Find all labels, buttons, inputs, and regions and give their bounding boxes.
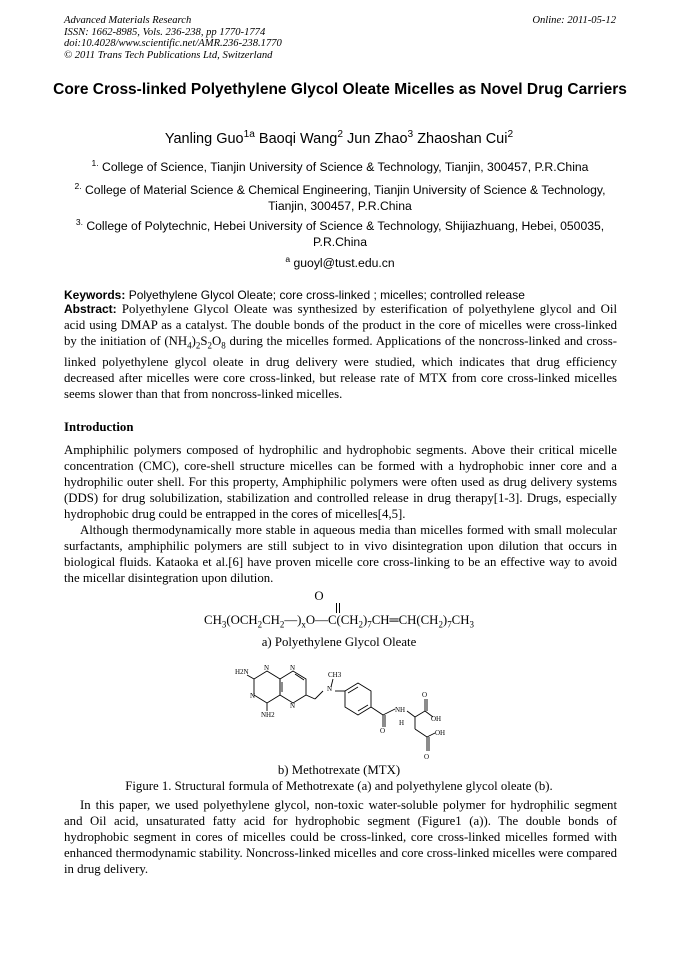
figure-caption: Figure 1. Structural formula of Methotrexate (a) and polyethylene glycol oleate (b). — [125, 779, 553, 793]
abstract-text: ) — [191, 334, 196, 348]
paper-title: Core Cross-linked Polyethylene Glycol Oleate Micelles as Novel Drug Carriers — [53, 81, 627, 98]
subscript: 2 — [257, 619, 263, 630]
atom-label: OH — [435, 729, 446, 737]
email-line — [60, 251, 620, 271]
intro-paragraph-2: Although thermodynamically more stable in aqueous media than micelles formed with small molecular surfactants, amphiphilic polymers are still subject to in vivo disintegration upon dilution that occurs in biological fluids. Kataoka et al.[6] have proven micelle core cross-linking to be an effective way to avoid the micellar disintegration upon dilution. — [64, 523, 617, 585]
atom-label: N — [290, 702, 296, 710]
caption-b: b) Methotrexate (MTX) — [277, 763, 401, 777]
abstract-text: O — [211, 334, 222, 348]
author-sup: 1a — [243, 129, 255, 140]
journal-name: Advanced Materials Research — [64, 15, 192, 26]
subscript: 2 — [438, 619, 443, 630]
intro-paragraph-3: In this paper, we used polyethylene glycol, non-toxic water-soluble polymer for hydrophilic segment and Oil acid, unsaturated fatty acid for hydrophobic segment (Figure1 (a)). The double bonds of hydrophobic segment in cores of micelles could be cross-linked, core cross-linked micelles formed with enhanced thermodynamic stability. Noncross-linked micelles and core cross-linked micelles were compared in drug delivery. — [64, 798, 617, 876]
atom-label: O — [424, 753, 430, 761]
author-name: Yanling Guo — [164, 130, 244, 147]
online-date: Online: 2011-05-12 — [532, 15, 616, 26]
formula-carbonyl-o: O — [314, 589, 324, 603]
formula-part: (OCH — [226, 613, 258, 627]
formula-part: CH(CH — [398, 613, 439, 627]
doi-line: doi:10.4028/www.scientific.net/AMR.236-238.1770 — [64, 38, 282, 50]
double-bond: ═ — [389, 613, 399, 627]
abstract-label: Abstract: — [64, 302, 117, 316]
bond-dash: — — [315, 613, 328, 627]
formula-part: CH — [451, 613, 470, 627]
author-name: Jun Zhao — [347, 130, 408, 147]
formula-part: CH — [204, 613, 222, 627]
caption-a: a) Polyethylene Glycol Oleate — [261, 635, 417, 649]
copyright-line: © 2011 Trans Tech Publications Ltd, Switzerland — [64, 49, 273, 61]
affiliation-text: College of Polytechnic, Hebei University of Science & Technology, Shijiazhuang, Hebei, 050035, P.R.China — [86, 219, 605, 250]
mtx-atom-labels — [235, 664, 445, 761]
atom-label: NH2 — [261, 711, 275, 719]
subscript: 2 — [279, 619, 285, 630]
affiliation-3 — [60, 214, 620, 250]
mtx-bonds — [247, 671, 435, 751]
affiliation-marker: 1. — [91, 158, 99, 168]
author-list — [0, 129, 678, 147]
intro-paragraph-1: Amphiphilic polymers composed of hydrophilic and hydrophobic segments. Above their critical micelle concentration (CMC), core-shell structure micelles can be formed with a hydrophobic inner core and a hydrophilic outer shell. For this property, Amphiphilic polymers were often used as drug delivery systems (DDS) for drug solubilization, stabilization and controlled release in drug therapy[1-3]. Drugs, especially hydrophobic drug could be entrapped in the cores of micelles[4,5]. — [64, 443, 617, 521]
author-name: Baoqi Wang — [258, 130, 338, 147]
affiliation-1 — [60, 155, 620, 175]
atom-label: N — [327, 685, 333, 693]
atom-label: O — [422, 691, 428, 699]
subscript: 8 — [221, 340, 226, 351]
methotrexate-structure — [235, 661, 455, 761]
author-sup: 3 — [407, 129, 414, 140]
affiliation-marker: 2. — [74, 181, 82, 191]
affiliation-2 — [60, 178, 620, 214]
atom-label: NH — [395, 706, 406, 714]
subscript: 2 — [358, 619, 363, 630]
atom-label: H2N — [235, 668, 249, 676]
atom-label: N — [264, 664, 270, 672]
journal-header — [64, 15, 616, 61]
keywords — [64, 288, 617, 302]
double-bond-mark — [336, 603, 340, 613]
atom-label: OH — [431, 715, 442, 723]
formula-part: ) — [442, 613, 448, 627]
subscript: 7 — [447, 619, 452, 630]
peg-oleate-formula — [0, 613, 678, 630]
formula-part: ) — [363, 613, 368, 627]
atom-label: N — [290, 664, 296, 672]
author-name: Zhaoshan Cui — [417, 130, 508, 147]
keywords-text: Polyethylene Glycol Oleate; core cross-linked ; micelles; controlled release — [128, 288, 525, 302]
email-marker: a — [285, 254, 291, 264]
formula-part: O — [305, 613, 316, 627]
subscript: 2 — [207, 340, 212, 351]
author-sup: 2 — [507, 129, 514, 140]
abstract — [64, 301, 617, 402]
affiliation-marker: 3. — [75, 217, 83, 227]
email-address: guoyl@tust.edu.cn — [293, 256, 395, 271]
formula-part: C(CH — [327, 613, 359, 627]
subscript: 2 — [195, 340, 201, 351]
section-heading: Introduction — [64, 420, 134, 434]
bond-dash: —) — [284, 613, 302, 627]
keywords-label: Keywords: — [64, 288, 126, 302]
atom-label: CH3 — [328, 671, 342, 679]
abstract-text: during the micelles formed. Applications of the noncross-linked and cross-linked polyethylene glycol oleate in drug delivery were studied, which indicates that drug efficiency decreased after micelles were core cross-linked, but release rate of MTX from core cross-linked micelles seems slower than that from noncross-linked micelles. — [64, 334, 618, 401]
atom-label: H — [399, 719, 405, 727]
subscript: 3 — [469, 619, 474, 630]
subscript: 7 — [367, 619, 372, 630]
atom-label: N — [250, 692, 256, 700]
subscript: x — [301, 619, 306, 630]
issn-line: ISSN: 1662-8985, Vols. 236-238, pp 1770-1774 — [64, 26, 266, 38]
affiliation-text: College of Material Science & Chemical Engineering, Tianjin University of Science & Technology, Tianjin, 300457, P.R.China — [85, 183, 606, 214]
subscript: 4 — [187, 340, 192, 351]
formula-part: CH — [262, 613, 280, 627]
abstract-text: Polyethylene Glycol Oleate was synthesized by esterification of polyethylene glycol and Oil acid using DMAP as a catalyst. The double bonds of the product in the core of micelles were cross-linked by the initiation of (NH — [64, 302, 618, 348]
affiliation-text: College of Science, Tianjin University of Science & Technology, Tianjin, 300457, P.R.China — [102, 160, 589, 175]
subscript: 3 — [221, 619, 227, 630]
formula-part: CH — [371, 613, 390, 627]
atom-label: O — [380, 727, 386, 735]
abstract-text: S — [200, 334, 208, 348]
author-sup: 2 — [337, 129, 344, 140]
